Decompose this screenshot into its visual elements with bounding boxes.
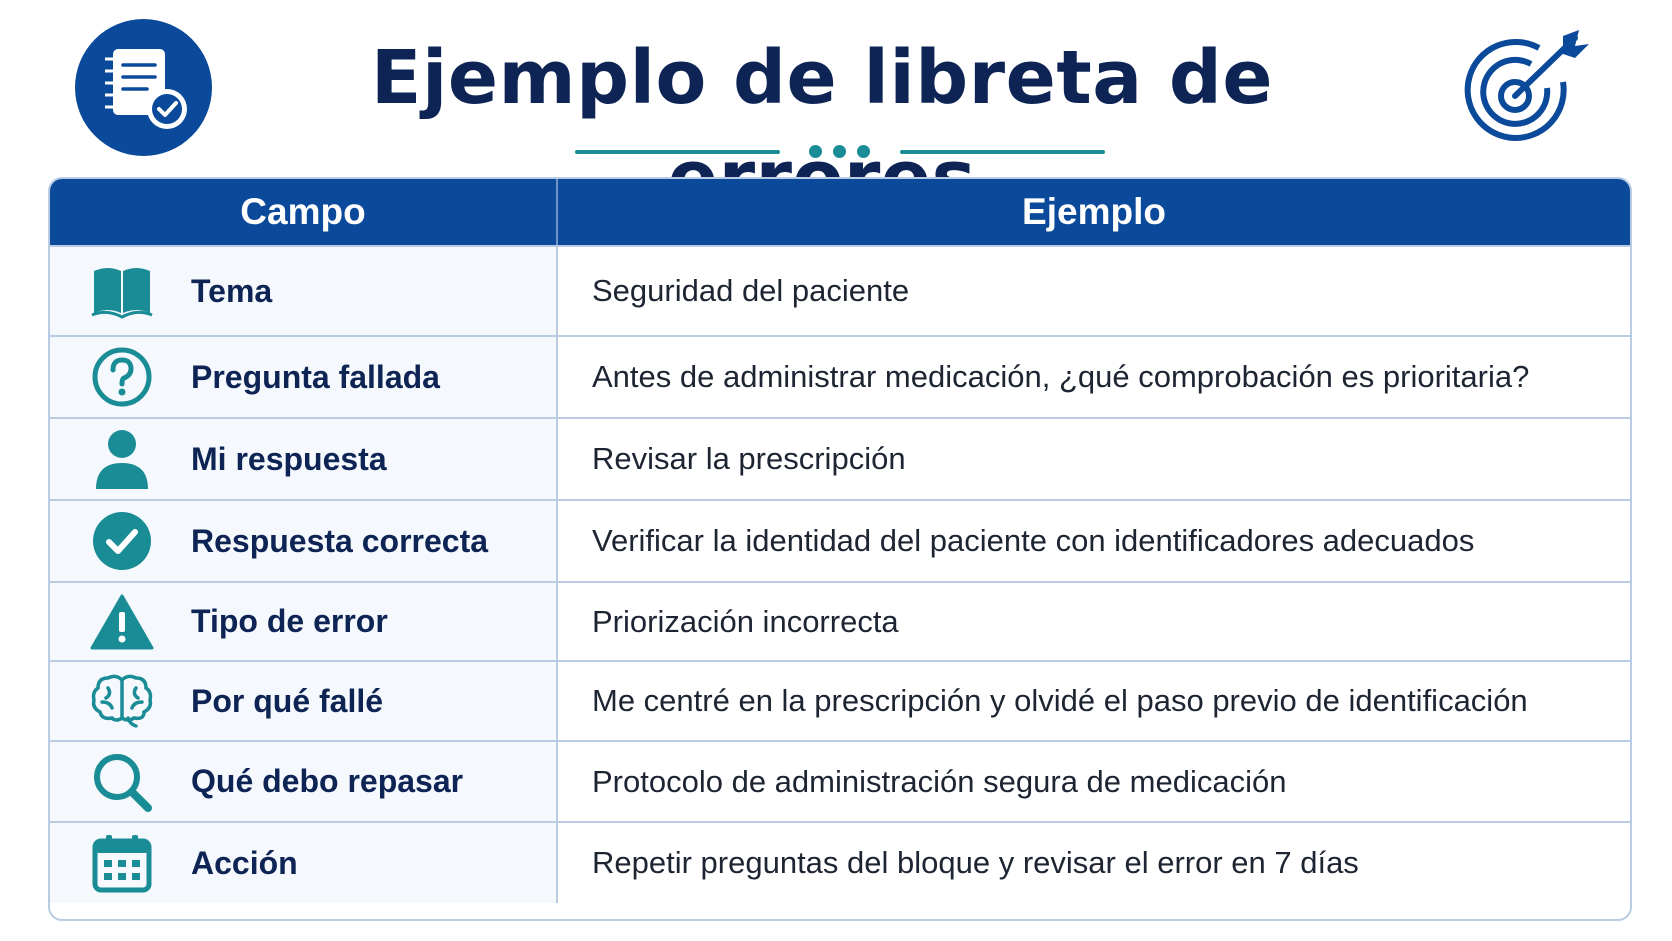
table-row [50,821,1630,903]
field-value: Antes de administrar medicación, ¿qué comprobación es prioritaria? [592,359,1530,394]
table-row [50,499,1630,581]
field-value: Revisar la prescripción [592,441,906,476]
field-label: Respuesta correcta [191,522,489,559]
column-header-field: Campo [50,179,558,245]
field-value: Repetir preguntas del bloque y revisar el error en 7 días [592,845,1359,880]
page-title: Ejemplo de libreta de [370,35,1274,121]
notebook-check-icon [75,19,212,156]
column-header-example: Ejemplo [1022,191,1166,232]
field-label: Tipo de error [191,603,388,639]
table-row [50,581,1630,660]
table-row [50,417,1630,499]
field-label: Qué debo repasar [191,763,464,799]
table-row [50,740,1630,821]
title-divider [575,138,1105,164]
field-label: Acción [191,844,298,881]
field-value: Seguridad del paciente [592,273,910,308]
table-row [50,335,1630,417]
table-header [50,179,1630,245]
field-value: Me centré en la prescripción y olvidé el paso previo de identificación [592,683,1528,718]
field-value: Protocolo de administración segura de medicación [592,763,1287,799]
question-circle-icon [83,341,161,413]
table-row [50,245,1630,335]
field-label: Mi respuesta [191,440,387,477]
magnifier-icon [83,746,161,818]
target-arrow-icon [1463,28,1593,150]
open-book-icon [83,255,161,327]
field-value: Verificar la identidad del paciente con identificadores adecuados [592,523,1475,558]
field-value: Priorización incorrecta [592,603,899,639]
field-label: Tema [191,272,273,309]
check-circle-icon [83,505,161,577]
field-label: Pregunta fallada [191,358,440,395]
brain-icon [83,665,161,737]
person-icon [83,423,161,495]
table-row [50,660,1630,740]
warning-triangle-icon [83,586,161,658]
error-notebook-table [48,177,1632,921]
calendar-icon [83,827,161,899]
field-label: Por qué fallé [191,682,384,719]
